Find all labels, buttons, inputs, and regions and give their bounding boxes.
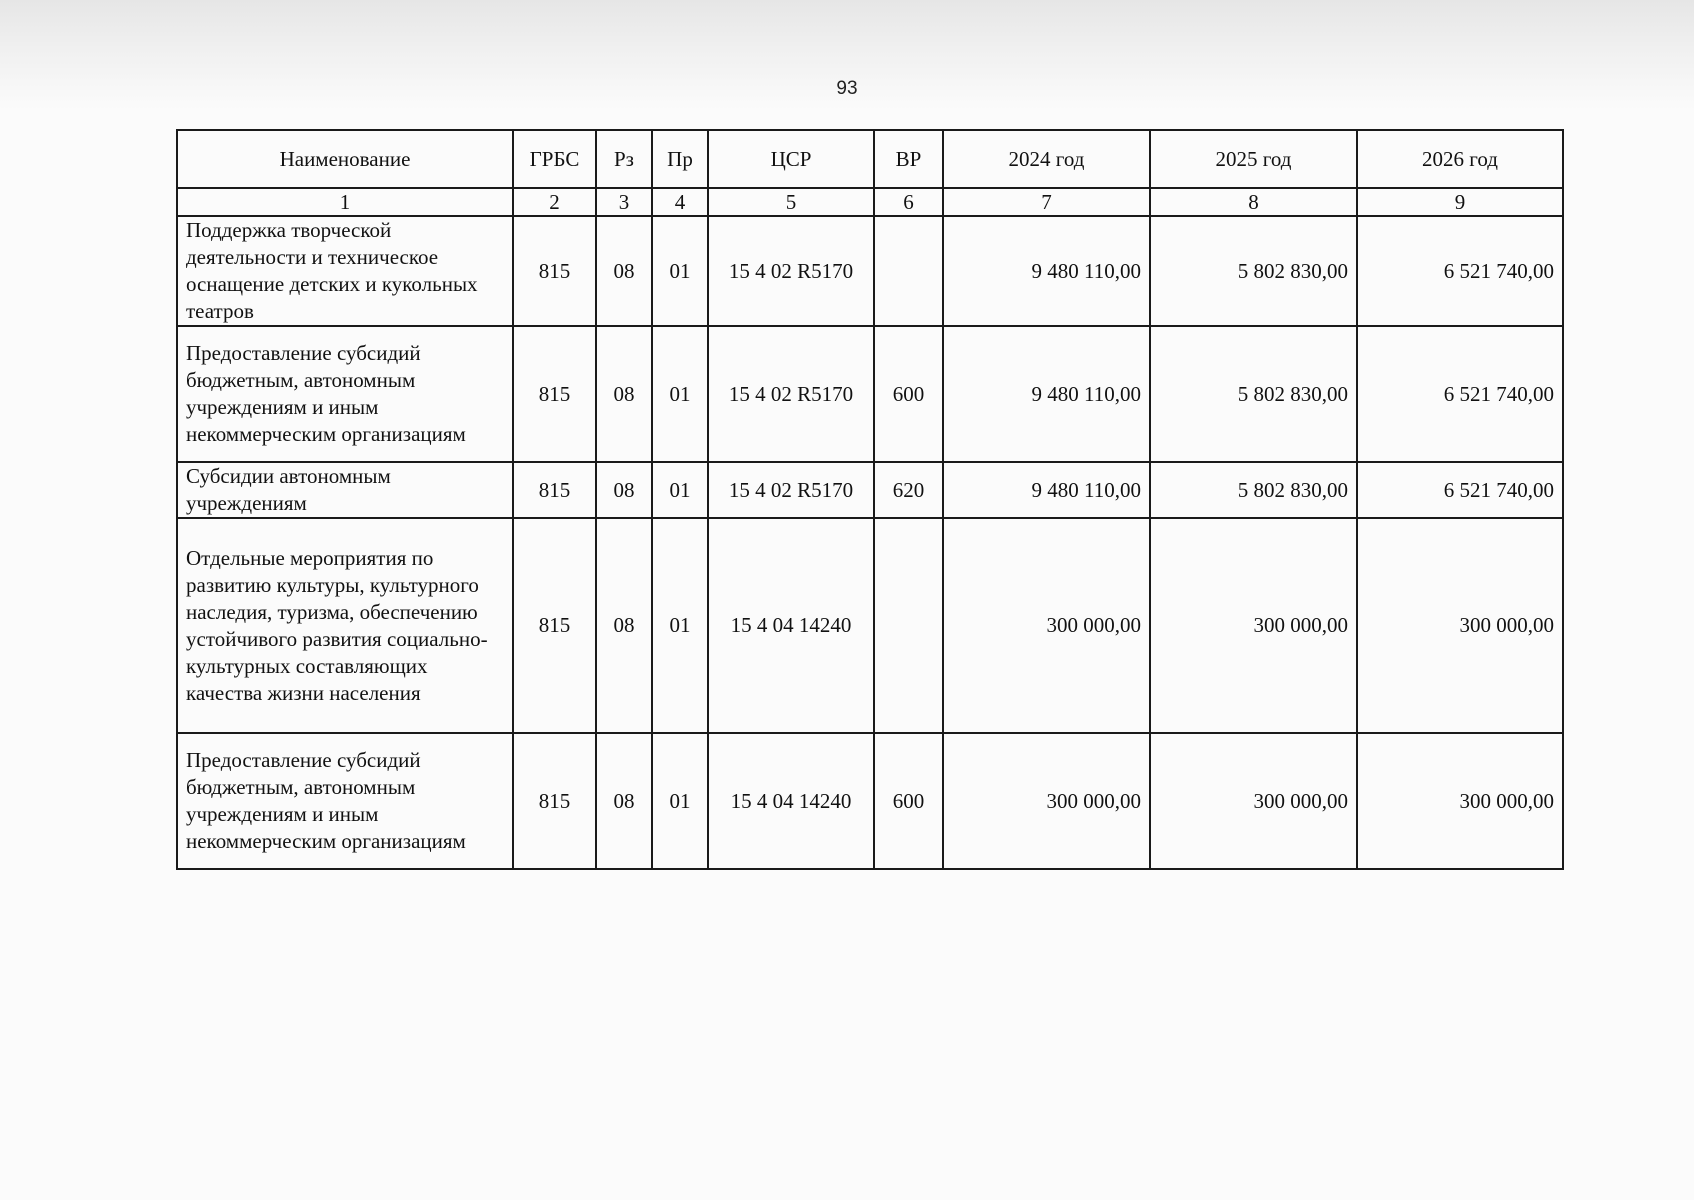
row-2024: 9 480 110,00: [943, 462, 1150, 518]
header-pr: Пр: [652, 130, 708, 188]
row-vr: 600: [874, 733, 943, 869]
header-vr: ВР: [874, 130, 943, 188]
column-number: 8: [1150, 188, 1357, 216]
row-grbs: 815: [513, 326, 596, 462]
row-grbs: 815: [513, 518, 596, 733]
row-2024: 9 480 110,00: [943, 216, 1150, 326]
column-number: 7: [943, 188, 1150, 216]
row-name: Отдельные мероприятия по развитию культуры, культурного наследия, туризма, обеспечению устойчивого развития социально-культурных составляющих качества жизни населения: [177, 518, 513, 733]
row-name: Поддержка творческой деятельности и техническое оснащение детских и кукольных театров: [177, 216, 513, 326]
row-vr: [874, 518, 943, 733]
row-2025: 5 802 830,00: [1150, 326, 1357, 462]
column-number: 5: [708, 188, 874, 216]
row-rz: 08: [596, 326, 652, 462]
row-csr: 15 4 02 R5170: [708, 326, 874, 462]
row-grbs: 815: [513, 462, 596, 518]
header-2025: 2025 год: [1150, 130, 1357, 188]
row-2026: 300 000,00: [1357, 518, 1563, 733]
row-name: Предоставление субсидий бюджетным, автономным учреждениям и иным некоммерческим организациям: [177, 733, 513, 869]
row-2026: 6 521 740,00: [1357, 216, 1563, 326]
table-row: [177, 518, 1563, 733]
row-csr: 15 4 04 14240: [708, 518, 874, 733]
column-number: 1: [177, 188, 513, 216]
row-pr: 01: [652, 518, 708, 733]
header-csr: ЦСР: [708, 130, 874, 188]
table-row: [177, 216, 1563, 326]
row-vr: 620: [874, 462, 943, 518]
table-row: [177, 326, 1563, 462]
row-2024: 9 480 110,00: [943, 326, 1150, 462]
table-row: [177, 733, 1563, 869]
row-pr: 01: [652, 216, 708, 326]
row-csr: 15 4 04 14240: [708, 733, 874, 869]
row-2025: 300 000,00: [1150, 733, 1357, 869]
column-number: 6: [874, 188, 943, 216]
row-rz: 08: [596, 518, 652, 733]
row-pr: 01: [652, 462, 708, 518]
row-vr: 600: [874, 326, 943, 462]
row-grbs: 815: [513, 216, 596, 326]
row-pr: 01: [652, 326, 708, 462]
row-grbs: 815: [513, 733, 596, 869]
page-number: 93: [836, 78, 858, 99]
column-number: 2: [513, 188, 596, 216]
row-rz: 08: [596, 462, 652, 518]
row-pr: 01: [652, 733, 708, 869]
row-vr: [874, 216, 943, 326]
row-csr: 15 4 02 R5170: [708, 216, 874, 326]
column-number: 4: [652, 188, 708, 216]
row-rz: 08: [596, 216, 652, 326]
header-name: Наименование: [177, 130, 513, 188]
row-2026: 6 521 740,00: [1357, 462, 1563, 518]
header-grbs: ГРБС: [513, 130, 596, 188]
row-2024: 300 000,00: [943, 518, 1150, 733]
column-number: 9: [1357, 188, 1563, 216]
row-name: Субсидии автономным учреждениям: [177, 462, 513, 518]
row-2024: 300 000,00: [943, 733, 1150, 869]
header-2024: 2024 год: [943, 130, 1150, 188]
column-number-row: [177, 188, 1563, 216]
row-2026: 6 521 740,00: [1357, 326, 1563, 462]
row-name: Предоставление субсидий бюджетным, автономным учреждениям и иным некоммерческим организациям: [177, 326, 513, 462]
table-row: [177, 462, 1563, 518]
row-2025: 300 000,00: [1150, 518, 1357, 733]
row-2025: 5 802 830,00: [1150, 216, 1357, 326]
row-2026: 300 000,00: [1357, 733, 1563, 869]
header-2026: 2026 год: [1357, 130, 1563, 188]
budget-table: [176, 129, 1564, 870]
header-rz: Рз: [596, 130, 652, 188]
row-rz: 08: [596, 733, 652, 869]
column-number: 3: [596, 188, 652, 216]
row-2025: 5 802 830,00: [1150, 462, 1357, 518]
row-csr: 15 4 02 R5170: [708, 462, 874, 518]
header-row: [177, 130, 1563, 188]
